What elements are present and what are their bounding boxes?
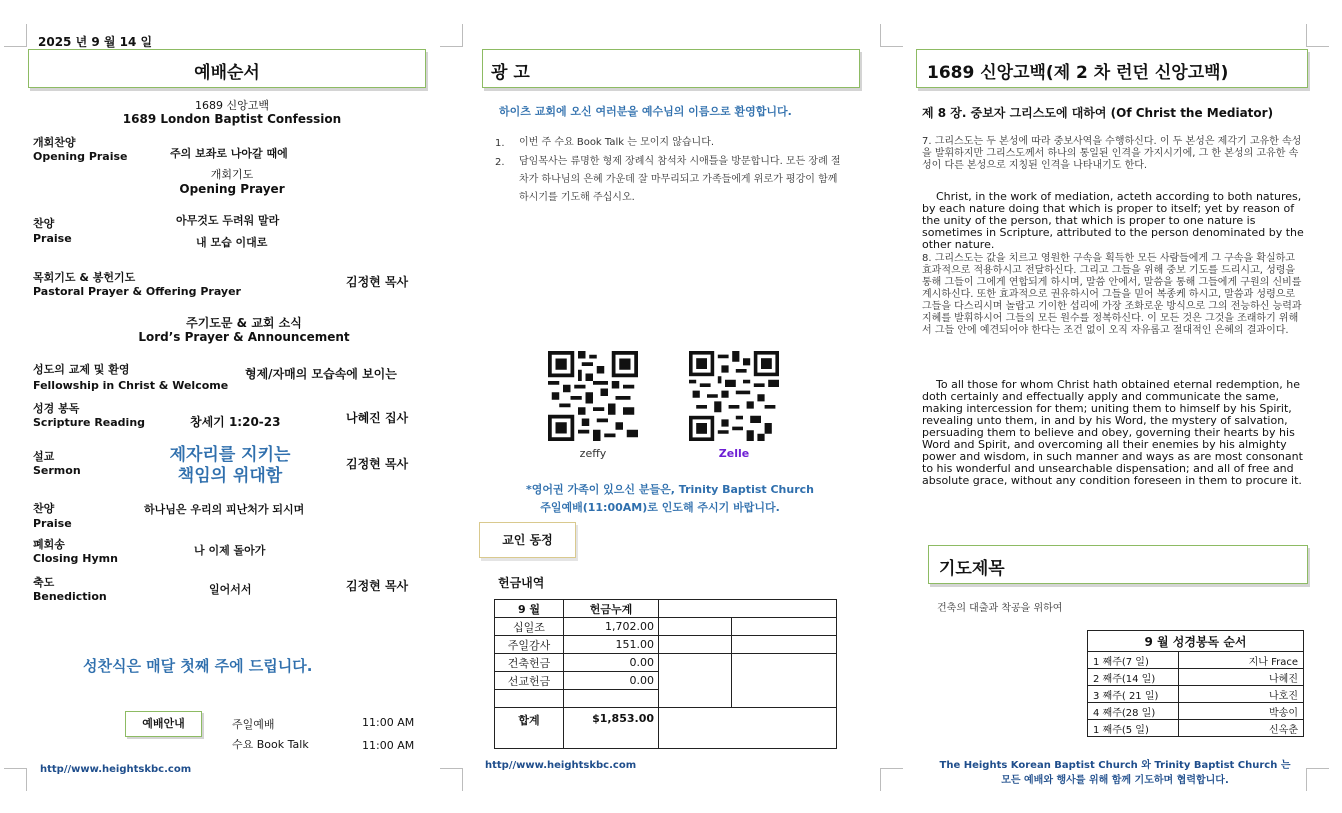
praise2-song: 하나님은 우리의 피난처가 되시며: [144, 503, 305, 516]
offering-label-4: 선교헌금: [495, 672, 564, 690]
offering-value-2: 151.00: [564, 636, 659, 654]
service-time-1: 11:00 AM: [362, 716, 415, 729]
opening-prayer-ko: 개회기도: [210, 168, 254, 181]
zeffy-qr-card[interactable]: [545, 351, 641, 463]
prayer-item: 건축의 대출과 착공을 위하여: [937, 603, 1063, 614]
zelle-label: Zelle: [718, 447, 750, 460]
paragraph-8-ko: 8. 그리스도는 값을 치르고 영원한 구속을 획득한 모든 사람들에게 그 구속을 확실하고 효과적으로 적용하시고 전달하신다. 그리고 그들을 위해 중보 기도를 드리시고, 성령을 통해 그들이 그에게 연합되게 하시며, 말씀 안에서, 말씀을 통해 그들에게 구원의 신비를 계시하신다. 또한 효과적으로 권유하시어 그들을 믿어 복종케 하시고, 말씀과 성령으로 그들을 다스리시며 놀랍고 기이한 섭리에 가장 조화로운 방식으로 그의 전능하신 능력과 지혜를 발휘하시어 그들의 모든 원수를 정복하신다. 이 모든 것은 그것을 조래하기 위해서 그들 안에 예견되어야 한다는 조건 없이 오직 자유롭고 절대적인 은혜의 결과이다.: [922, 253, 1302, 336]
reading-week-5: 1 째주(5 일): [1088, 720, 1179, 737]
offering-empty-cell: [659, 636, 732, 654]
service-info-box: [125, 711, 202, 737]
service-time-2: 11:00 AM: [362, 739, 415, 752]
sermon-title-line-1: 제자리를 지키는: [169, 445, 291, 465]
zeffy-label: zeffy: [579, 447, 607, 460]
partnership-footer-2: 모든 예배와 행사를 위해 함께 기도하며 협력합니다.: [1001, 775, 1229, 786]
benediction-leader: 김정현 목사: [346, 579, 409, 593]
members-news-box: [479, 522, 576, 558]
notice-number-1: 1.: [495, 138, 505, 149]
praise-en: Praise: [33, 232, 72, 245]
pastoral-prayer-leader: 김정현 목사: [346, 275, 409, 289]
communion-notice: 성찬식은 매달 첫째 주에 드립니다.: [83, 657, 313, 675]
offering-empty-cell: [732, 636, 837, 654]
fellowship-note: 형제/자매의 모습속에 보이는: [245, 367, 397, 381]
offering-value-3: 0.00: [564, 654, 659, 672]
reading-week-3: 3 째주( 21 일): [1088, 686, 1179, 703]
fellowship-en: Fellowship in Christ & Welcome: [33, 379, 229, 392]
service-name-1: 주일예배: [232, 718, 275, 731]
paragraph-8-en: To all those for whom Christ hath obtained eternal redemption, he doth certainly and effectually apply and communicate the same, making intercession for them; uniting them to himself by his Spirit, revealing unto them, in and by his Word, the mystery of salvation, persuading them to believe and obey, governing their hearts by his Word and Spirit, and overcoming all their enemies by his almighty power and wisdom, in such manner and ways as are most consonant to his wonderful and unsearchable dispensation; and all of free and absolute grace, without any condition foreseen in them to procure it.: [922, 378, 1303, 487]
praise-song-2: 내 모습 이대로: [196, 236, 268, 249]
reading-title: 9 월 성경봉독 순서: [1088, 631, 1304, 652]
table-row: [1088, 720, 1304, 737]
opening-praise-ko: 개회찬양: [33, 136, 76, 149]
offering-empty-cell: [564, 690, 659, 708]
offering-empty-cell: [732, 618, 837, 636]
reading-title-row: [1088, 631, 1304, 652]
reading-name-1: 지나 Frace: [1179, 652, 1304, 669]
table-row: [1088, 669, 1304, 686]
praise2-ko: 찬양: [33, 502, 55, 515]
offering-label-3: 건축헌금: [495, 654, 564, 672]
church-website-link[interactable]: http//www.heightskbc.com: [40, 764, 192, 775]
announcements-header: [482, 49, 860, 88]
paragraph-7-ko: 7. 그리스도는 두 본성에 따라 중보사역을 수행하신다. 이 두 본성은 제각기 고유한 속성을 발휘하지만 그리스도께서 하나의 통일된 인격을 가지시기에, 그 한 본성의 고유한 속성이 다른 본성으로 지칭된 인격을 나타내기도 한다.: [922, 136, 1302, 171]
sermon-ko: 설교: [33, 450, 55, 463]
praise-ko: 찬양: [33, 217, 55, 230]
offering-total-label: 합계: [495, 708, 564, 749]
reading-week-4: 4 째주(28 일): [1088, 703, 1179, 720]
pastoral-prayer-ko: 목회기도 & 봉헌기도: [33, 271, 136, 284]
reading-week-2: 2 째주(14 일): [1088, 669, 1179, 686]
pastoral-prayer-en: Pastoral Prayer & Offering Prayer: [33, 285, 241, 298]
confession-title-ko: 1689 신앙고백: [195, 99, 269, 112]
crop-mark: [440, 24, 463, 47]
chapter-title: 제 8 장. 중보자 그리스도에 대하여 (Of Christ the Mediator): [922, 106, 1274, 120]
prayer-header: [928, 545, 1308, 584]
notice-text-2: 담임목사는 류명한 형제 장례식 참석차 시애틀을 방문합니다. 모든 장례 절차가 하나님의 은혜 가운데 잘 마무리되고 가족들에게 위로가 평강이 함께 하시기를 기도해 주십시오.: [519, 156, 841, 203]
fellowship-ko: 성도의 교제 및 환영: [33, 363, 130, 376]
crop-mark: [880, 768, 903, 791]
english-notice-line-2: 주일예배(11:00AM)로 인도해 주시기 바랍니다.: [540, 501, 780, 514]
offering-title: 헌금내역: [498, 576, 545, 590]
offering-total-row: [495, 708, 837, 749]
opening-praise-song: 주의 보좌로 나아갈 때에: [170, 147, 288, 160]
offering-empty-cell: [659, 600, 837, 618]
opening-praise-en: Opening Praise: [33, 150, 128, 163]
reading-name-4: 박송이: [1179, 703, 1304, 720]
closing-hymn-en: Closing Hymn: [33, 552, 118, 565]
crop-mark: [880, 24, 903, 47]
paragraph-7-en: Christ, in the work of mediation, acteth according to both natures, by each nature doing that which is proper to itself; yet by reason of the unity of the person, that which is proper to one nature is sometimes in Scripture, attributed to the person denominated by the other nature.: [922, 190, 1304, 251]
table-row: [1088, 703, 1304, 720]
sermon-title-line-2: 책임의 위대함: [177, 466, 283, 486]
praise2-en: Praise: [33, 517, 72, 530]
table-row: [495, 636, 837, 654]
scripture-reader: 나혜진 집사: [346, 411, 409, 425]
offering-empty-cell: [495, 690, 564, 708]
prayer-header-title: 기도제목: [939, 559, 1005, 579]
confession-header-title: 1689 신앙고백(제 2 차 런던 신앙고백): [927, 63, 1229, 83]
reading-name-5: 신옥춘: [1179, 720, 1304, 737]
crop-mark: [4, 24, 27, 47]
zelle-qr-code[interactable]: [685, 351, 783, 441]
praise-song-1: 아무것도 두려워 말라: [176, 214, 280, 227]
lords-prayer-ko: 주기도문 & 교회 소식: [186, 316, 302, 330]
offering-empty-cell: [659, 618, 732, 636]
partnership-footer-1: The Heights Korean Baptist Church 와 Trinity Baptist Church 는: [939, 760, 1291, 771]
offering-table: [494, 599, 837, 749]
offering-empty-cell: [732, 654, 837, 708]
benediction-song: 일어서서: [209, 583, 252, 596]
offering-header-row: [495, 600, 837, 618]
reading-schedule-table: [1087, 630, 1304, 737]
english-notice-line-1: *영어권 가족이 있으신 분들은, Trinity Baptist Church: [526, 483, 814, 496]
benediction-en: Benediction: [33, 590, 107, 603]
scripture-passage: 창세기 1:20-23: [190, 415, 281, 429]
notice-text-1: 이번 주 수요 Book Talk 는 모이지 않습니다.: [519, 137, 715, 148]
offering-total-value: $1,853.00: [564, 708, 659, 749]
opening-prayer-en: Opening Prayer: [179, 182, 285, 196]
announcements-title: 광 고: [491, 63, 530, 83]
benediction-ko: 축도: [33, 576, 55, 589]
offering-header-month: 9 월: [495, 600, 564, 618]
offering-empty-cell: [659, 654, 732, 708]
offering-label-2: 주일감사: [495, 636, 564, 654]
zeffy-qr-code[interactable]: [545, 351, 641, 441]
closing-hymn-ko: 폐회송: [33, 538, 65, 551]
welcome-message: 하이츠 교회에 오신 여러분을 예수님의 이름으로 환영합니다.: [499, 105, 792, 118]
reading-name-3: 나호진: [1179, 686, 1304, 703]
sermon-en: Sermon: [33, 464, 81, 477]
offering-value-1: 1,702.00: [564, 618, 659, 636]
scripture-ko: 성경 봉독: [33, 402, 80, 415]
confession-title-en: 1689 London Baptist Confession: [122, 112, 342, 126]
crop-mark: [1306, 24, 1329, 47]
worship-order-header: [28, 49, 426, 88]
worship-order-title: 예배순서: [194, 63, 260, 83]
zelle-qr-card[interactable]: [685, 351, 783, 463]
offering-empty-cell: [659, 708, 837, 749]
scripture-en: Scripture Reading: [33, 416, 146, 429]
reading-name-2: 나혜진: [1179, 669, 1304, 686]
church-website-link-2[interactable]: http//www.heightskbc.com: [485, 760, 637, 771]
confession-header: [916, 49, 1308, 88]
service-info-label: 예배안내: [142, 717, 185, 730]
table-row: [495, 618, 837, 636]
offering-value-4: 0.00: [564, 672, 659, 690]
table-row: [495, 654, 837, 672]
closing-hymn-song: 나 이제 돌아가: [194, 544, 266, 557]
lords-prayer-en: Lord’s Prayer & Announcement: [138, 330, 350, 344]
crop-mark: [4, 768, 27, 791]
offering-label-1: 십일조: [495, 618, 564, 636]
table-row: [1088, 686, 1304, 703]
service-name-2: 수요 Book Talk: [232, 738, 309, 751]
members-news-label: 교인 동정: [502, 533, 553, 547]
bulletin-date: 2025 년 9 월 14 일: [38, 35, 153, 49]
reading-week-1: 1 째주(7 일): [1088, 652, 1179, 669]
offering-header-total: 헌금누계: [564, 600, 659, 618]
crop-mark: [440, 768, 463, 791]
notice-number-2: 2.: [495, 157, 505, 168]
sermon-preacher: 김정현 목사: [346, 457, 409, 471]
table-row: [1088, 652, 1304, 669]
